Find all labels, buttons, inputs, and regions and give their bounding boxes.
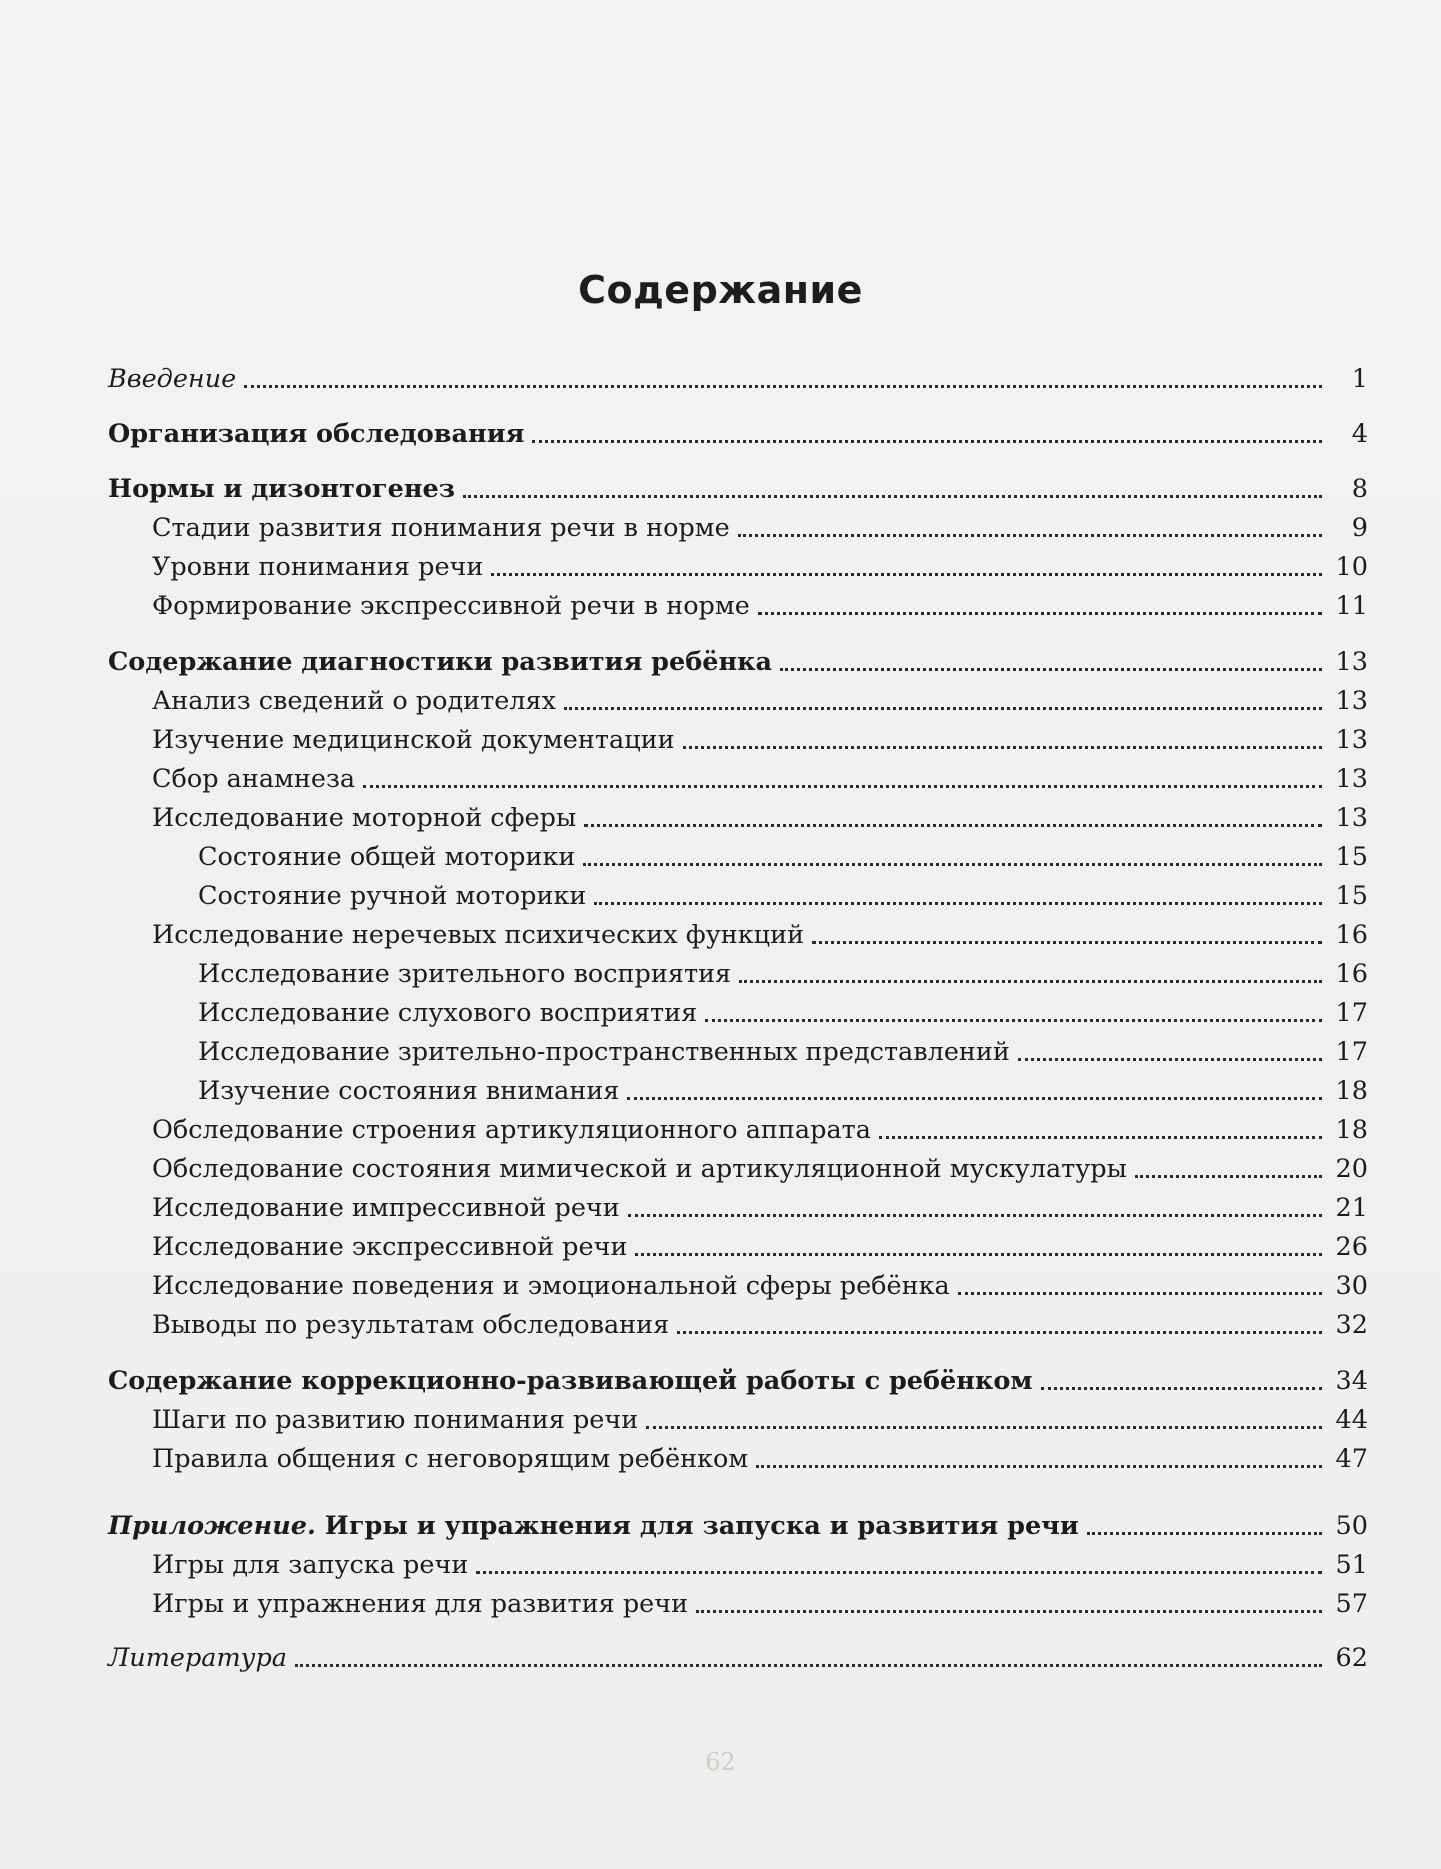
toc-entry-label: Формирование экспрессивной речи в норме (152, 591, 750, 621)
dot-leader (879, 1136, 1322, 1139)
dot-leader (476, 1571, 1322, 1574)
toc-entry-page: 17 (1335, 1037, 1368, 1067)
toc-entry-page: 10 (1335, 552, 1368, 582)
toc-entry-page: 13 (1335, 647, 1368, 677)
page-title: Содержание (578, 268, 863, 312)
dot-leader (758, 612, 1322, 615)
toc-entry-label: Исследование импрессивной речи (152, 1193, 620, 1223)
toc-entry (108, 1548, 1368, 1582)
toc-entry-page: 13 (1335, 686, 1368, 716)
toc-entry-page: 47 (1335, 1444, 1368, 1474)
toc-entry-page: 15 (1335, 881, 1368, 911)
toc-entry (108, 1191, 1368, 1225)
toc-entry (108, 918, 1368, 952)
toc-entry (108, 723, 1368, 757)
toc-entry (108, 550, 1368, 584)
toc-entry-label: Исследование зрительно-пространственных представлений (198, 1037, 1010, 1067)
toc-entry (108, 1269, 1368, 1303)
toc-entry-page: 13 (1335, 764, 1368, 794)
dot-leader (756, 1465, 1322, 1468)
dot-leader (628, 1214, 1322, 1217)
toc-entry-label (108, 1509, 1087, 1543)
dot-leader (683, 746, 1322, 749)
toc-entry-label: Изучение состояния внимания (198, 1076, 620, 1106)
toc-entry (108, 1113, 1368, 1147)
page-number: 62 (705, 1748, 736, 1776)
toc-entry-page: 26 (1335, 1232, 1368, 1262)
dot-leader (491, 573, 1322, 576)
toc-entry (108, 957, 1368, 991)
toc-entry (108, 1230, 1368, 1264)
toc-entry (108, 1308, 1368, 1342)
toc-entry (108, 511, 1368, 545)
toc-entry (108, 1152, 1368, 1186)
dot-leader (738, 534, 1322, 537)
toc-entry-label: Сбор анамнеза (152, 764, 356, 794)
toc-entry (108, 589, 1368, 623)
toc-entry-page: 51 (1335, 1550, 1368, 1580)
toc-entry-page: 18 (1335, 1115, 1368, 1145)
toc-entry-label: Исследование неречевых психических функций (152, 920, 805, 950)
dot-leader (705, 1019, 1322, 1022)
toc-entry-label: Исследование слухового восприятия (198, 998, 698, 1028)
dot-leader (635, 1253, 1322, 1256)
toc-entry-page: 11 (1335, 591, 1368, 621)
dot-leader (677, 1331, 1322, 1334)
dot-leader (463, 495, 1322, 498)
toc-entry-label: Шаги по развитию понимания речи (152, 1405, 639, 1435)
toc-entry (108, 1509, 1368, 1543)
toc-entry-label: Содержание коррекционно-развивающей работы с ребёнком (108, 1366, 1033, 1396)
toc-entry-label: Изучение медицинской документации (152, 725, 675, 755)
appendix-prefix: Приложение. (108, 1511, 316, 1541)
toc-entry (108, 1442, 1368, 1476)
dot-leader (627, 1097, 1322, 1100)
toc-entry-page: 32 (1335, 1310, 1368, 1340)
dot-leader (584, 824, 1322, 827)
toc-entry (108, 801, 1368, 835)
toc-entry-page: 30 (1335, 1271, 1368, 1301)
toc-entry (108, 1641, 1368, 1675)
toc-entry-page: 16 (1335, 920, 1368, 950)
toc-entry (108, 645, 1368, 679)
toc-entry (108, 1364, 1368, 1398)
toc-entry-page: 16 (1335, 959, 1368, 989)
toc-entry-label: Игры для запуска речи (152, 1550, 469, 1580)
dot-leader (780, 668, 1322, 671)
toc-entry-page: 13 (1335, 803, 1368, 833)
toc-entry (108, 1074, 1368, 1108)
toc-entry (108, 879, 1368, 913)
dot-leader (739, 980, 1322, 983)
dot-leader (1018, 1058, 1322, 1061)
dot-leader (594, 902, 1322, 905)
toc-entry-label: Литература (108, 1643, 287, 1673)
toc-entry (108, 996, 1368, 1030)
toc-entry-page: 4 (1351, 419, 1368, 449)
toc-entry (108, 684, 1368, 718)
toc-entry-page: 50 (1335, 1511, 1368, 1541)
toc-entry (108, 362, 1368, 396)
toc-entry-page: 44 (1335, 1405, 1368, 1435)
toc-entry-label: Уровни понимания речи (152, 552, 484, 582)
toc-entry (108, 762, 1368, 796)
toc-entry (108, 1403, 1368, 1437)
toc-entry (108, 1587, 1368, 1621)
dot-leader (532, 440, 1322, 443)
toc-entry-page: 8 (1351, 474, 1368, 504)
toc-entry (108, 1035, 1368, 1069)
toc-entry-label: Содержание диагностики развития ребёнка (108, 647, 773, 677)
toc-entry-page: 15 (1335, 842, 1368, 872)
toc-entry (108, 472, 1368, 506)
toc-entry-label: Состояние ручной моторики (198, 881, 587, 911)
toc-entry (108, 840, 1368, 874)
dot-leader (646, 1426, 1322, 1429)
toc-entry-label: Исследование зрительного восприятия (198, 959, 732, 989)
dot-leader (1087, 1532, 1322, 1535)
dot-leader (1135, 1175, 1322, 1178)
dot-leader (1041, 1387, 1323, 1390)
dot-leader (812, 941, 1322, 944)
dot-leader (244, 385, 1322, 388)
toc-entry-page: 20 (1335, 1154, 1368, 1184)
dot-leader (696, 1610, 1322, 1613)
toc-entry-page: 9 (1351, 513, 1368, 543)
toc-entry-page: 17 (1335, 998, 1368, 1028)
toc-entry-label: Исследование экспрессивной речи (152, 1232, 628, 1262)
toc-entry-label: Стадии развития понимания речи в норме (152, 513, 730, 543)
toc-entry-label: Анализ сведений о родителях (152, 686, 557, 716)
appendix-title: Игры и упражнения для запуска и развития речи (315, 1511, 1079, 1541)
dot-leader (295, 1664, 1322, 1667)
toc-entry-label: Организация обследования (108, 419, 525, 449)
toc-entry-label: Исследование поведения и эмоциональной сферы ребёнка (152, 1271, 950, 1301)
toc-entry-label: Нормы и дизонтогенез (108, 474, 455, 504)
toc-entry-label: Обследование строения артикуляционного аппарата (152, 1115, 871, 1145)
toc-entry-page: 1 (1351, 364, 1368, 394)
toc-entry-label: Состояние общей моторики (198, 842, 576, 872)
toc-entry-page: 21 (1335, 1193, 1368, 1223)
toc-entry (108, 417, 1368, 451)
dot-leader (958, 1292, 1322, 1295)
toc-entry-page: 62 (1335, 1643, 1368, 1673)
toc-entry-label: Введение (108, 364, 237, 394)
toc-entry-label: Правила общения с неговорящим ребёнком (152, 1444, 749, 1474)
toc-entry-page: 57 (1335, 1589, 1368, 1619)
toc-entry-page: 34 (1335, 1366, 1368, 1396)
toc-entry-label: Исследование моторной сферы (152, 803, 577, 833)
dot-leader (564, 707, 1322, 710)
toc-entry-page: 13 (1335, 725, 1368, 755)
dot-leader (583, 863, 1322, 866)
toc-entry-label: Игры и упражнения для развития речи (152, 1589, 689, 1619)
toc-entry-label: Выводы по результатам обследования (152, 1310, 670, 1340)
toc-entry-label: Обследование состояния мимической и артикуляционной мускулатуры (152, 1154, 1127, 1184)
dot-leader (363, 785, 1322, 788)
toc-entry-page: 18 (1335, 1076, 1368, 1106)
